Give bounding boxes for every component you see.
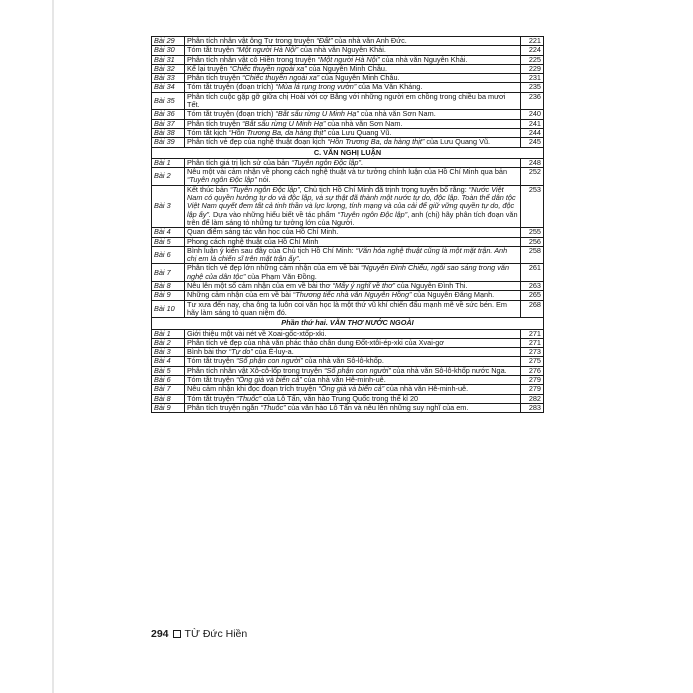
title-text: của nhà văn Hê-minh-uê. — [384, 384, 469, 394]
work-title: “Tự do” — [228, 347, 253, 357]
title-text: của Ma Văn Kháng. — [356, 82, 423, 92]
work-title: “Một người Hà Nội” — [317, 54, 380, 64]
section-heading-row — [152, 318, 544, 329]
title-text: của nhà văn Nguyễn Khải. — [379, 54, 468, 64]
page-ref: 252 — [521, 168, 544, 186]
lesson-number: Bài 2 — [152, 168, 185, 186]
title-text: Phân tích truyện — [187, 118, 243, 128]
lesson-number: Bài 1 — [152, 329, 185, 338]
work-title: “Chiếc thuyền ngoài xa” — [229, 63, 307, 73]
title-text: Bình luận ý kiến sau đây của Chủ tịch Hồ Chí Minh: — [187, 245, 356, 255]
title-text: của Nguyễn Minh Châu. — [319, 73, 400, 83]
work-title: “Văn hóa nghệ thuật cũng là một mặt trận. Anh chị em là chiến sĩ trên mặt trận ấy” — [187, 245, 508, 264]
table-row — [152, 168, 544, 186]
page-ref: 245 — [521, 138, 544, 147]
lesson-title — [185, 185, 521, 227]
title-text: Nêu một vài cảm nhận về phong cách nghệ thuật và tư tưởng chính luận của Hồ Chí Minh qua bản — [187, 167, 508, 177]
work-title: “Một người Hà Nội” — [236, 45, 299, 55]
lesson-number: Bài 4 — [152, 357, 185, 366]
title-text: Giới thiệu một vài nét về Xoai-gốc-xtốp-xki. — [187, 328, 327, 338]
work-title: “Tuyên ngôn Độc lập” — [230, 184, 300, 194]
title-text: Phân tích nhân vật Xô-cô-lốp trong truyện — [187, 365, 325, 375]
title-text: của Lưu Quang Vũ. — [325, 127, 392, 137]
page-ref: 283 — [521, 403, 544, 412]
page-ref: 271 — [521, 338, 544, 347]
lesson-title — [185, 300, 521, 318]
lesson-number: Bài 34 — [152, 83, 185, 92]
page-ref: 244 — [521, 128, 544, 137]
lesson-title — [185, 168, 521, 186]
title-text: của Nguyễn Đình Thi. — [394, 281, 468, 291]
title-text: Nêu lên một số cảm nhận của em về bài thơ — [187, 281, 333, 291]
title-text: Phân tích vẻ đẹp lớn những cảm nhận của em về bài — [187, 263, 361, 273]
work-title: “Đất” — [316, 36, 333, 45]
title-text: của nhà văn Nguyễn Khải. — [298, 45, 386, 55]
page-ref: 263 — [521, 282, 544, 291]
lesson-number: Bài 3 — [152, 185, 185, 227]
title-text: của Nguyễn Đăng Mạnh. — [411, 290, 495, 300]
lesson-title — [185, 92, 521, 110]
title-text: của nhà văn Sô-lô-khốp. — [302, 356, 384, 366]
title-text: Tóm tắt truyện — [187, 45, 237, 55]
table-row — [152, 92, 544, 110]
lesson-number: Bài 3 — [152, 348, 185, 357]
title-text: Nêu cảm nhận khi đọc đoạn trích truyện — [187, 384, 319, 394]
title-text: Dựa vào những hiểu biết về tác phẩm — [210, 209, 338, 219]
title-text: của nhà văn Anh Đức. — [332, 36, 407, 45]
lesson-number: Bài 33 — [152, 74, 185, 83]
page-ref: 279 — [521, 375, 544, 384]
section-heading: Phần thứ hai. VĂN THƠ NƯỚC NGOÀI — [152, 318, 544, 329]
title-text: . — [360, 157, 363, 167]
title-text: Tóm tắt truyện (đoạn trích) — [187, 109, 276, 119]
work-title: “Tuyên ngôn Độc lập” — [337, 209, 408, 219]
work-title: “Hồn Trương Ba, da hàng thịt” — [327, 137, 425, 147]
work-title: “Tuyên ngôn Độc lập” — [291, 157, 361, 167]
author-name: TỪ Đức Hiền — [184, 628, 248, 640]
page-ref: 279 — [521, 385, 544, 394]
title-text: Kể lại truyện — [187, 63, 230, 73]
page-ref: 271 — [521, 329, 544, 338]
lesson-title — [185, 138, 521, 147]
title-text: Phân tích giá trị lịch sử của bản — [187, 157, 292, 167]
lesson-number: Bài 36 — [152, 110, 185, 119]
section-heading-row — [152, 147, 544, 158]
title-text: Tóm tắt kịch — [187, 127, 229, 137]
title-text: Phân tích truyện — [187, 73, 243, 83]
table-row — [152, 403, 544, 412]
quotation: “Nước Việt Nam có quyền hưởng tự do và độc lập, và sự thật đã thành một nước tự do, độc lập. Toàn thể dân tộc Việt Nam quyết đem tất cả tinh thần và lực lượng, tính mạng và của cải để giữ vững quyền tự do, độc lập ấy”. — [187, 184, 516, 219]
title-text: nói. — [256, 175, 271, 185]
title-text: của văn hào Lỗ Tấn và nêu lên những suy nghĩ của em. — [285, 402, 469, 412]
title-text: Phân tích nhân vật cô Hiền trong truyện — [187, 54, 318, 64]
table-row — [152, 264, 544, 282]
work-title: “Bắt sấu rừng U Minh Hạ” — [242, 118, 326, 128]
title-text: Phân tích truyện ngắn — [187, 402, 261, 412]
title-text: . — [298, 254, 301, 264]
title-text: Phân tích cuộc gặp gỡ giữa chị Hoài với cợ Bằng với những người em chồng trong chiều ba mươi Tết. — [187, 91, 506, 110]
work-title: “Tuyên ngôn Độc lập” — [187, 175, 257, 185]
page-ref: 268 — [521, 300, 544, 318]
title-text: Quan điểm sáng tác văn học của Hồ Chí Minh. — [187, 227, 339, 237]
work-title: “Bắt sấu rừng U Minh Hạ” — [275, 109, 359, 119]
page-ref: 276 — [521, 366, 544, 375]
page-edge — [52, 0, 54, 693]
lesson-number: Bài 4 — [152, 228, 185, 237]
work-title: “Chiếc thuyền ngoài xa” — [242, 73, 320, 83]
table-row — [152, 185, 544, 227]
title-text: của Ê-luy-a. — [252, 347, 294, 357]
section-heading: C. VĂN NGHỊ LUẬN — [152, 147, 544, 158]
page-ref: 225 — [521, 55, 544, 64]
work-title: “Ông già và biển cả” — [318, 384, 385, 394]
lesson-number: Bài 10 — [152, 300, 185, 318]
page-ref: 231 — [521, 74, 544, 83]
lesson-number: Bài 39 — [152, 138, 185, 147]
page-ref: 261 — [521, 264, 544, 282]
lesson-number: Bài 35 — [152, 92, 185, 110]
title-text: Phân tích vẻ đẹp của nghệ thuật đoạn kịch — [187, 137, 328, 147]
title-text: của nhà văn Hê-minh-uê. — [301, 374, 386, 384]
lesson-number: Bài 38 — [152, 128, 185, 137]
page-ref: 253 — [521, 185, 544, 227]
title-text: Phân tích nhân vật ông Tư trong truyện — [187, 36, 317, 45]
table-row — [152, 300, 544, 318]
page-ref: 258 — [521, 246, 544, 264]
title-text: Những cảm nhận của em về bài — [187, 290, 293, 300]
work-title: “Thuốc” — [236, 393, 262, 403]
lesson-title — [185, 246, 521, 264]
page-ref: 235 — [521, 83, 544, 92]
title-text: Kết thúc bản — [187, 184, 231, 194]
work-title: “Hồn Trương Ba, da hàng thịt” — [228, 127, 326, 137]
lesson-number: Bài 5 — [152, 366, 185, 375]
title-text: của Nguyễn Minh Châu. — [306, 63, 387, 73]
lesson-number: Bài 29 — [152, 37, 185, 46]
page-ref: 236 — [521, 92, 544, 110]
work-title: “Thuốc” — [260, 402, 286, 412]
lesson-number: Bài 8 — [152, 394, 185, 403]
work-title: “Số phận con người” — [236, 356, 303, 366]
page-ref: 224 — [521, 46, 544, 55]
title-text: Bình bài thơ — [187, 347, 229, 357]
lesson-number: Bài 8 — [152, 282, 185, 291]
title-text: của Lưu Quang Vũ. — [424, 137, 491, 147]
lesson-title — [185, 264, 521, 282]
lesson-number: Bài 32 — [152, 64, 185, 73]
lesson-number: Bài 2 — [152, 338, 185, 347]
title-text: Phân tích vẻ đẹp của nhà văn phác thảo chân dung Đốt-xtôi-ép-xki của Xvai-gơ — [187, 337, 445, 347]
work-title: “Mấy ý nghĩ về thơ” — [332, 281, 395, 291]
title-text: của nhà văn Sô-lô-khốp nước Nga. — [390, 365, 507, 375]
work-title: “Mùa lá rụng trong vườn” — [275, 82, 357, 92]
lesson-number: Bài 1 — [152, 158, 185, 167]
title-text: Tư xưa đến nay, cha ông ta luôn coi văn học là một thứ vũ khí chiến đấu mạnh mẽ về sức bén. Em hãy làm sáng tỏ quan niệm đó. — [187, 299, 507, 317]
table-row — [152, 138, 544, 147]
lesson-number: Bài 9 — [152, 403, 185, 412]
lesson-number: Bài 6 — [152, 375, 185, 384]
page-ref: 265 — [521, 291, 544, 300]
page-ref: 282 — [521, 394, 544, 403]
page-ref: 241 — [521, 119, 544, 128]
title-text: , anh (chị) hãy phân tích đoạn văn trên để làm sáng tỏ những tư tưởng lớn của Người. — [187, 209, 518, 227]
lesson-number: Bài 6 — [152, 246, 185, 264]
title-text: , Chủ tịch Hồ Chí Minh đã trịnh trọng tuyên bố rằng: — [299, 184, 469, 194]
page-ref: 255 — [521, 228, 544, 237]
title-text: Tóm tắt truyện — [187, 356, 237, 366]
title-text: Phong cách nghệ thuật của Hồ Chí Minh — [187, 236, 319, 246]
lesson-number: Bài 5 — [152, 237, 185, 246]
lesson-number: Bài 9 — [152, 291, 185, 300]
page-number: 294 — [151, 628, 169, 640]
title-text: của Lỗ Tấn, văn hào Trung Quốc trong thế kỉ 20 — [261, 393, 419, 403]
lesson-number: Bài 7 — [152, 385, 185, 394]
title-text: Tóm tắt truyện (đoạn trích) — [187, 82, 276, 92]
page-ref: 240 — [521, 110, 544, 119]
lesson-number: Bài 37 — [152, 119, 185, 128]
title-text: Tóm tắt truyện — [187, 393, 237, 403]
page-ref: 273 — [521, 348, 544, 357]
table-row — [152, 246, 544, 264]
work-title: “Ông già và biển cả” — [236, 374, 302, 384]
page-ref: 256 — [521, 237, 544, 246]
page-footer — [151, 628, 247, 640]
square-glyph-icon — [173, 630, 181, 638]
work-title: “Thương tiếc nhà văn Nguyễn Hồng” — [292, 290, 412, 300]
title-text: của nhà văn Sơn Nam. — [358, 109, 436, 119]
work-title: “Nguyễn Đình Chiểu, ngôi sao sáng trong văn nghệ của dân tộc” — [187, 263, 510, 281]
page-ref: 229 — [521, 64, 544, 73]
lesson-title — [185, 403, 521, 412]
page-ref: 248 — [521, 158, 544, 167]
lesson-number: Bài 30 — [152, 46, 185, 55]
page-ref: 221 — [521, 37, 544, 46]
title-text: Tóm tắt truyện — [187, 374, 237, 384]
table-of-contents — [151, 36, 544, 413]
work-title: “Số phận con người” — [324, 365, 391, 375]
title-text: của Phạm Văn Đồng. — [245, 271, 317, 281]
title-text: của nhà văn Sơn Nam. — [325, 118, 403, 128]
lesson-number: Bài 31 — [152, 55, 185, 64]
page-ref: 275 — [521, 357, 544, 366]
lesson-number: Bài 7 — [152, 264, 185, 282]
